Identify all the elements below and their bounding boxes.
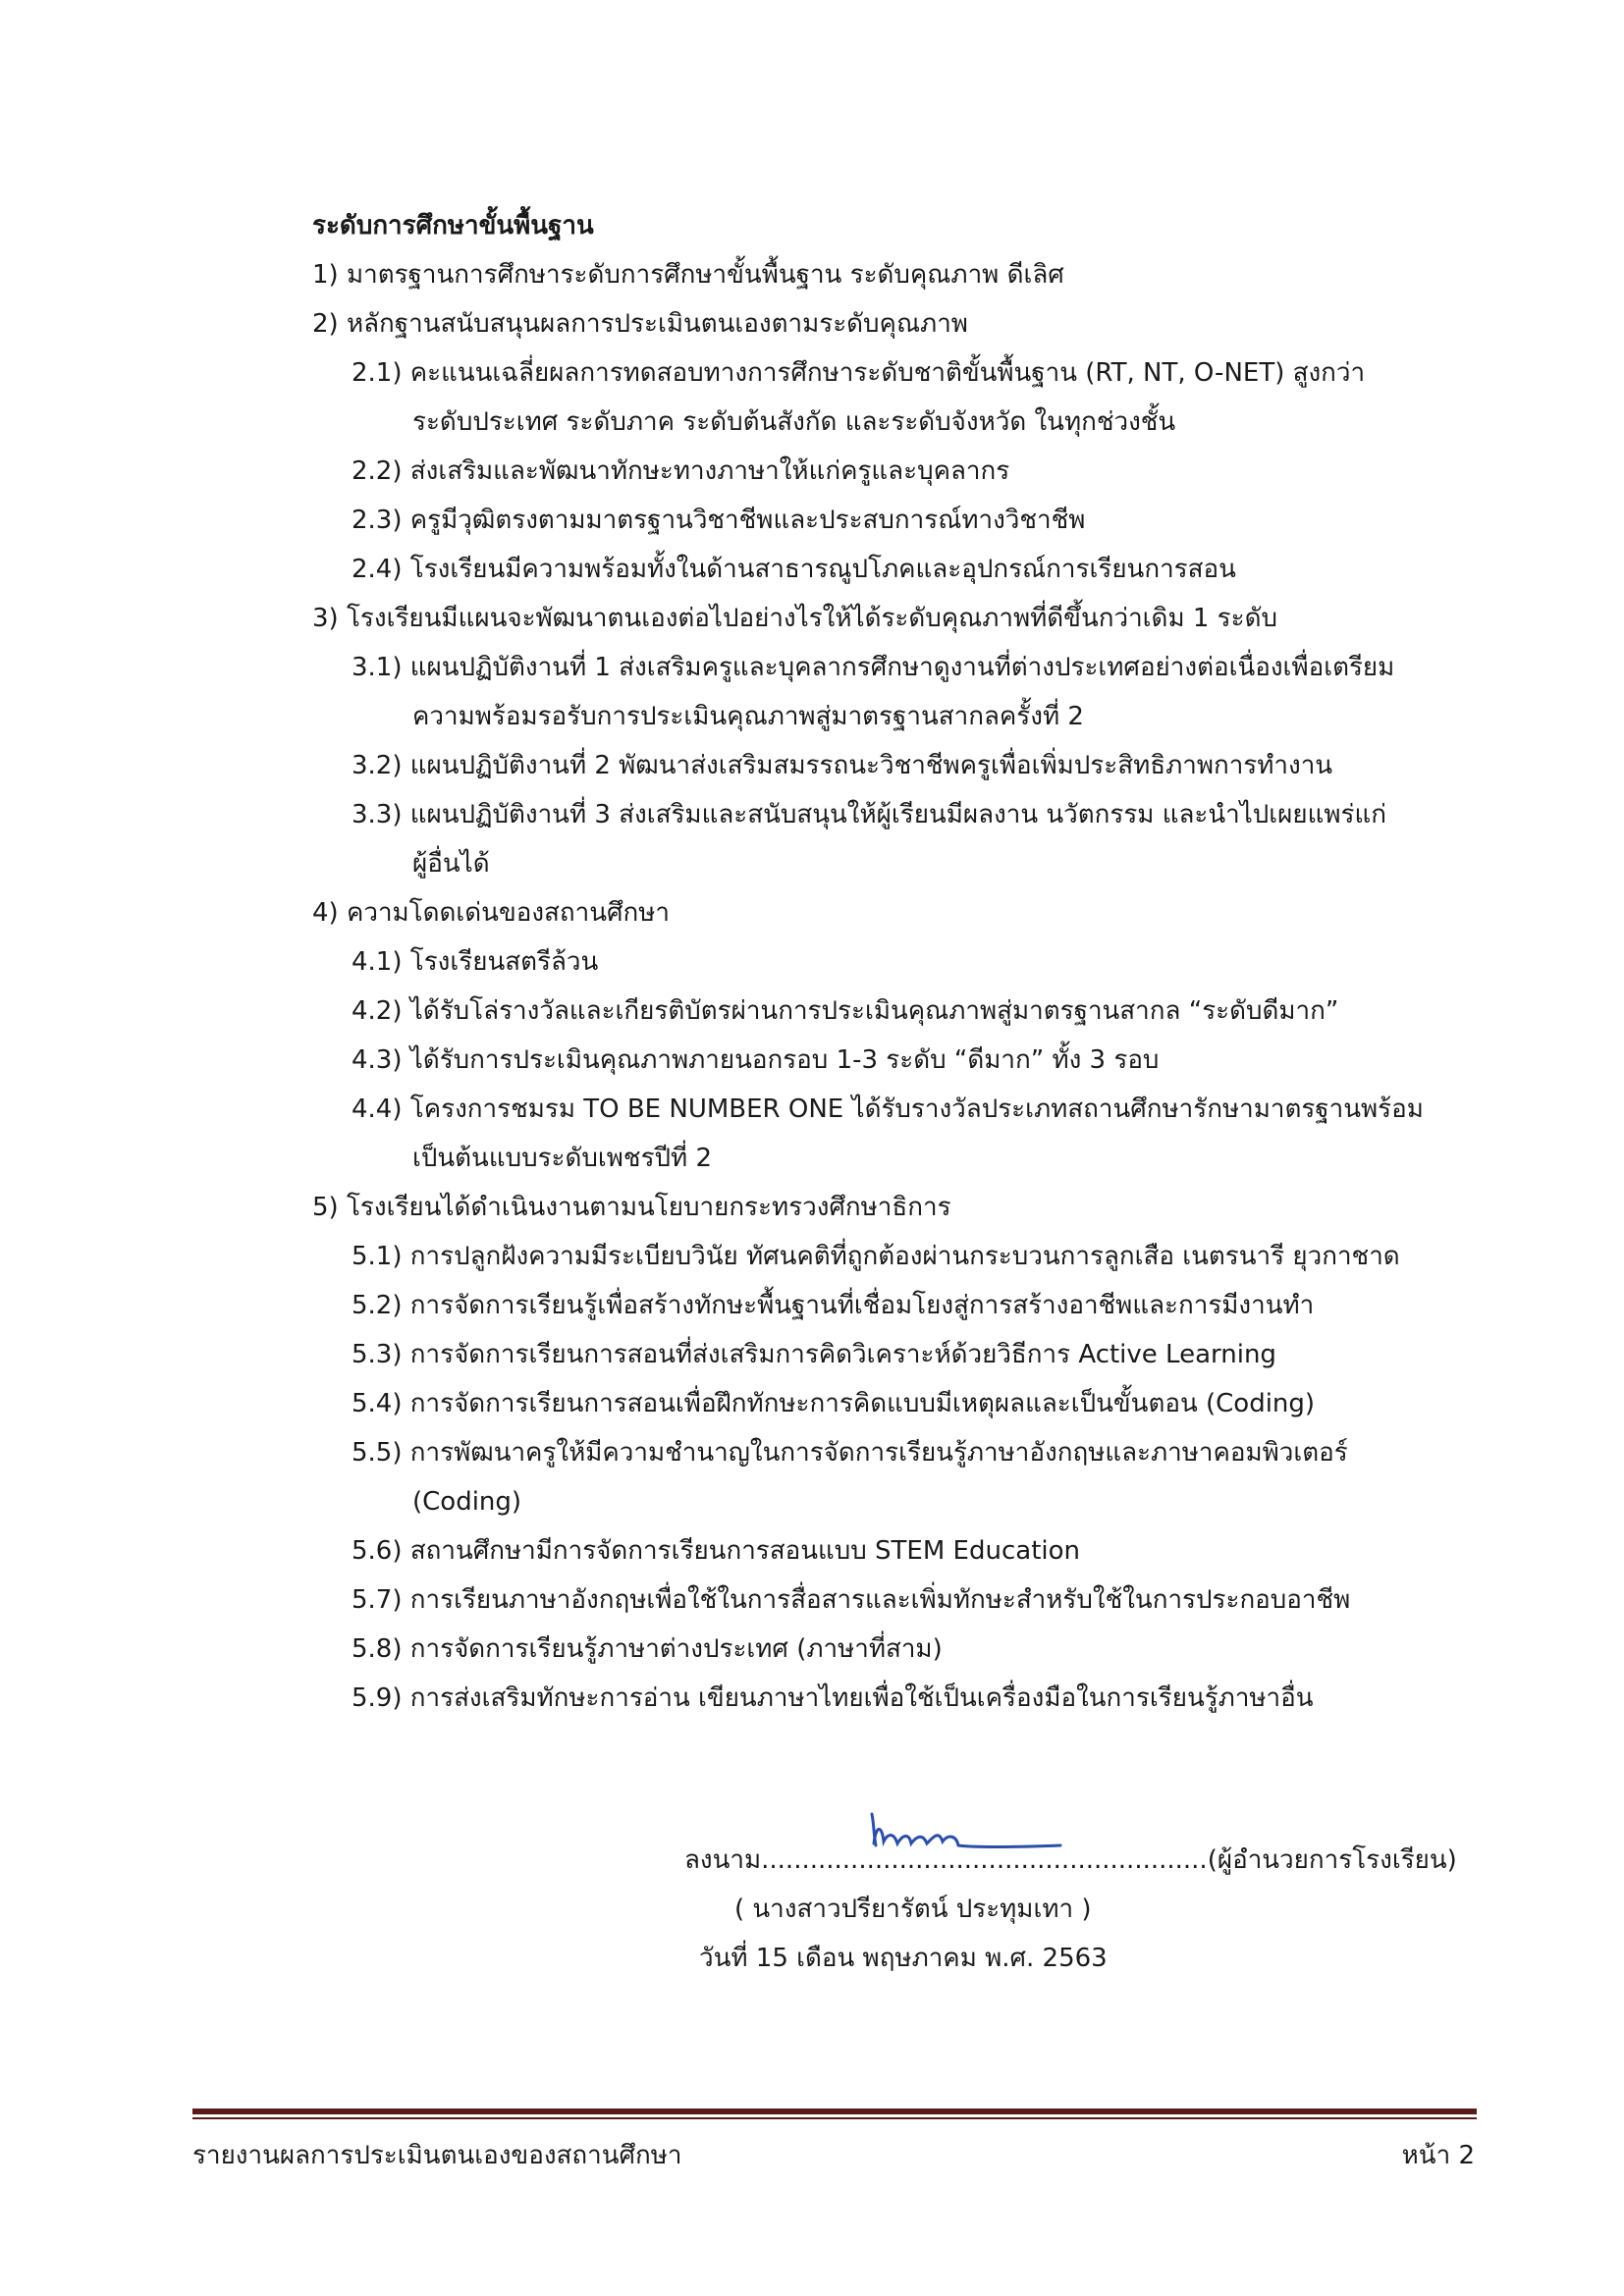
item-2-1: 2.1) คะแนนเฉลี่ยผลการทดสอบทางการศึกษาระดับชาติขั้นพื้นฐาน (RT, NT, O-NET) สูงกว่า bbox=[352, 358, 1366, 388]
signer-name: ( นางสาวปรียารัตน์ ประทุมเทา ) bbox=[734, 1895, 1092, 1924]
item-5-3: 5.3) การจัดการเรียนการสอนที่ส่งเสริมการคิดวิเคราะห์ด้วยวิธีการ Active Learning bbox=[352, 1340, 1276, 1369]
item-5: 5) โรงเรียนได้ดำเนินงานตามนโยบายกระทรวงศึกษาธิการ bbox=[312, 1193, 951, 1222]
item-4: 4) ความโดดเด่นของสถานศึกษา bbox=[312, 898, 671, 928]
item-5-5: 5.5) การพัฒนาครูให้มีความชำนาญในการจัดการเรียนรู้ภาษาอังกฤษและภาษาคอมพิวเตอร์ bbox=[352, 1438, 1348, 1468]
item-5-1: 5.1) การปลูกฝังความมีระเบียบวินัย ทัศนคติที่ถูกต้องผ่านกระบวนการลูกเสือ เนตรนารี ยุวกาชาด bbox=[352, 1242, 1400, 1271]
section-heading: ระดับการศึกษาขั้นพื้นฐาน bbox=[312, 211, 594, 240]
item-4-1: 4.1) โรงเรียนสตรีล้วน bbox=[352, 947, 599, 977]
item-3: 3) โรงเรียนมีแผนจะพัฒนาตนเองต่อไปอย่างไรให้ได้ระดับคุณภาพที่ดีขึ้นกว่าเดิม 1 ระดับ bbox=[312, 604, 1277, 633]
item-5-2: 5.2) การจัดการเรียนรู้เพื่อสร้างทักษะพื้นฐานที่เชื่อมโยงสู่การสร้างอาชีพและการมีงานทำ bbox=[352, 1291, 1315, 1320]
item-5-6: 5.6) สถานศึกษามีการจัดการเรียนการสอนแบบ STEM Education bbox=[352, 1536, 1081, 1566]
footer-rule-thin bbox=[192, 2117, 1477, 2119]
item-5-9: 5.9) การส่งเสริมทักษะการอ่าน เขียนภาษาไทยเพื่อใช้เป็นเครื่องมือในการเรียนรู้ภาษาอื่น bbox=[352, 1683, 1314, 1713]
item-2-1-cont: ระดับประเทศ ระดับภาค ระดับต้นสังกัด และระดับจังหวัด ในทุกช่วงชั้น bbox=[412, 407, 1176, 437]
item-4-3: 4.3) ได้รับการประเมินคุณภาพภายนอกรอบ 1-3 ระดับ “ดีมาก” ทั้ง 3 รอบ bbox=[352, 1045, 1160, 1075]
page-number: หน้า 2 bbox=[1401, 2141, 1475, 2170]
item-4-4: 4.4) โครงการชมรม TO BE NUMBER ONE ได้รับรางวัลประเภทสถานศึกษารักษามาตรฐานพร้อม bbox=[352, 1095, 1424, 1124]
item-5-8: 5.8) การจัดการเรียนรู้ภาษาต่างประเทศ (ภาษาที่สาม) bbox=[352, 1634, 943, 1664]
item-5-5-cont: (Coding) bbox=[412, 1487, 522, 1517]
signature-line: ลงนาม.......................................................(ผู้อำนวยการโรงเรียน) bbox=[684, 1845, 1457, 1875]
signature-date: วันที่ 15 เดือน พฤษภาคม พ.ศ. 2563 bbox=[699, 1944, 1108, 1973]
item-3-2: 3.2) แผนปฏิบัติงานที่ 2 พัฒนาส่งเสริมสมรรถนะวิชาชีพครูเพื่อเพิ่มประสิทธิภาพการทำงาน bbox=[352, 751, 1333, 780]
item-3-1: 3.1) แผนปฏิบัติงานที่ 1 ส่งเสริมครูและบุคลากรศึกษาดูงานที่ต่างประเทศอย่างต่อเนื่องเพื่อเตรียม bbox=[352, 653, 1395, 682]
item-2-4: 2.4) โรงเรียนมีความพร้อมทั้งในด้านสาธารณูปโภคและอุปกรณ์การเรียนการสอน bbox=[352, 555, 1236, 584]
item-4-4-cont: เป็นต้นแบบระดับเพชรปีที่ 2 bbox=[412, 1144, 712, 1173]
item-5-7: 5.7) การเรียนภาษาอังกฤษเพื่อใช้ในการสื่อสารและเพิ่มทักษะสำหรับใช้ในการประกอบอาชีพ bbox=[352, 1585, 1351, 1615]
item-3-3-cont: ผู้อื่นได้ bbox=[412, 849, 490, 879]
item-4-2: 4.2) ได้รับโล่รางวัลและเกียรติบัตรผ่านการประเมินคุณภาพสู่มาตรฐานสากล “ระดับดีมาก” bbox=[352, 996, 1339, 1026]
item-2: 2) หลักฐานสนับสนุนผลการประเมินตนเองตามระดับคุณภาพ bbox=[312, 309, 968, 339]
item-2-3: 2.3) ครูมีวุฒิตรงตามมาตรฐานวิชาชีพและประสบการณ์ทางวิชาชีพ bbox=[352, 506, 1086, 535]
item-3-3: 3.3) แผนปฏิบัติงานที่ 3 ส่งเสริมและสนับสนุนให้ผู้เรียนมีผลงาน นวัตกรรม และนำไปเผยแพร่แก่ bbox=[352, 800, 1387, 829]
item-5-4: 5.4) การจัดการเรียนการสอนเพื่อฝึกทักษะการคิดแบบมีเหตุผลและเป็นขั้นตอน (Coding) bbox=[352, 1389, 1316, 1418]
item-3-1-cont: ความพร้อมรอรับการประเมินคุณภาพสู่มาตรฐานสากลครั้งที่ 2 bbox=[412, 702, 1084, 731]
footer-rule bbox=[192, 2109, 1477, 2114]
footer-title: รายงานผลการประเมินตนเองของสถานศึกษา bbox=[192, 2141, 682, 2170]
item-2-2: 2.2) ส่งเสริมและพัฒนาทักษะทางภาษาให้แก่ครูและบุคลากร bbox=[352, 456, 1010, 486]
item-1: 1) มาตรฐานการศึกษาระดับการศึกษาขั้นพื้นฐาน ระดับคุณภาพ ดีเลิศ bbox=[312, 260, 1064, 290]
